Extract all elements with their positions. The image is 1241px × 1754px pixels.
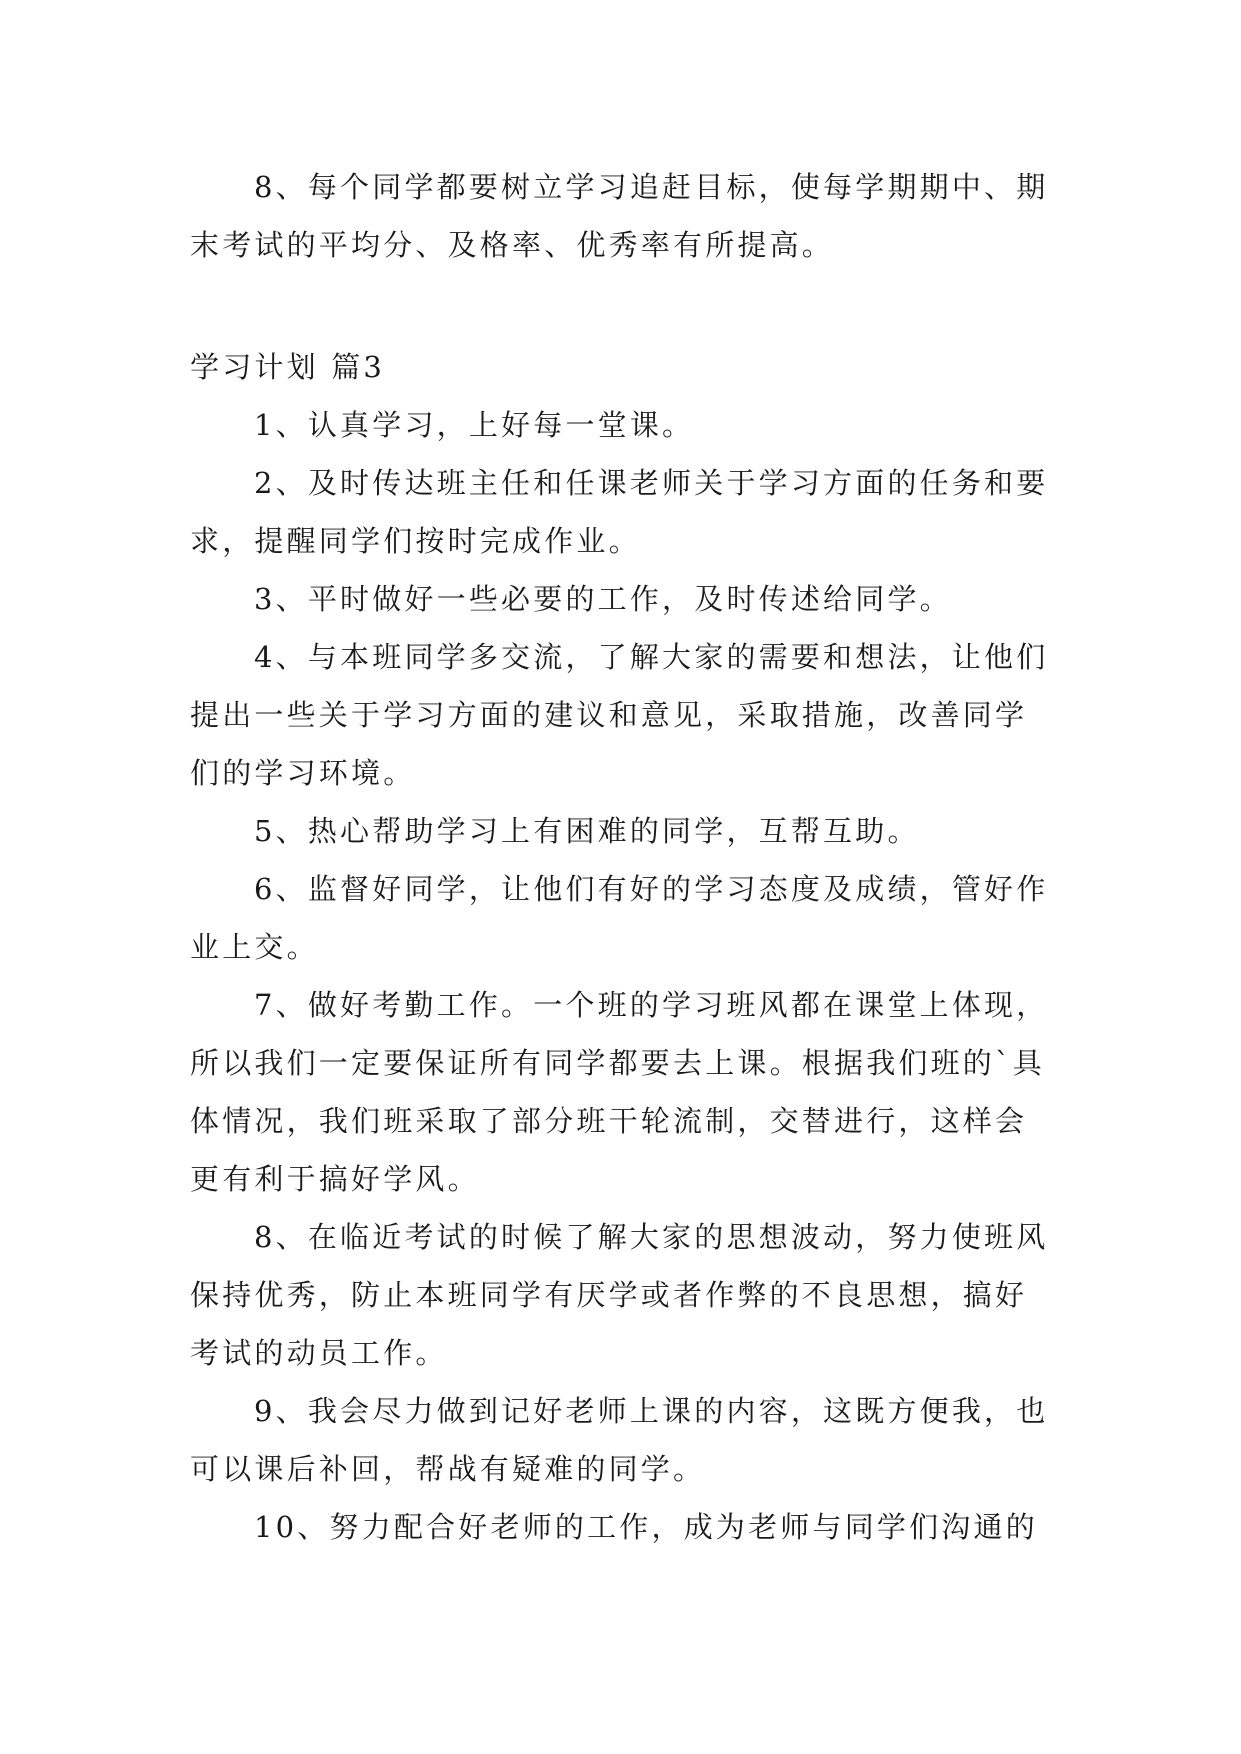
list-item: 7、做好考勤工作。一个班的学习班风都在课堂上体现，所以我们一定要保证所有同学都要去上课。根据我们班的`具体情况，我们班采取了部分班干轮流制，交替进行，这样会更有利于搞好学风。: [190, 988, 1049, 1196]
prev-section-item-8: 8、每个同学都要树立学习追赶目标，使每学期期中、期末考试的平均分、及格率、优秀率有所提高。: [190, 170, 1049, 262]
list-item: 4、与本班同学多交流，了解大家的需要和想法，让他们提出一些关于学习方面的建议和意见，采取措施，改善同学们的学习环境。: [190, 640, 1049, 790]
list-item: 1、认真学习，上好每一堂课。: [254, 408, 695, 442]
list-item: 3、平时做好一些必要的工作，及时传述给同学。: [254, 582, 952, 616]
list-item: 5、热心帮助学习上有困难的同学，互帮互助。: [254, 814, 920, 848]
document-body: [190, 158, 1050, 1556]
list-item: 2、及时传达班主任和任课老师关于学习方面的任务和要求，提醒同学们按时完成作业。: [190, 466, 1049, 558]
section-heading: 学习计划 篇3: [190, 350, 386, 384]
section-spacer: [190, 274, 1050, 338]
list-item: 9、我会尽力做到记好老师上课的内容，这既方便我，也可以课后补回，帮战有疑难的同学。: [190, 1394, 1049, 1486]
list-item: 6、监督好同学，让他们有好的学习态度及成绩，管好作业上交。: [190, 872, 1049, 964]
list-item: 10、努力配合好老师的工作，成为老师与同学们沟通的: [254, 1510, 1038, 1544]
list-item: 8、在临近考试的时候了解大家的思想波动，努力使班风保持优秀，防止本班同学有厌学或者作弊的不良思想，搞好考试的动员工作。: [190, 1220, 1049, 1370]
